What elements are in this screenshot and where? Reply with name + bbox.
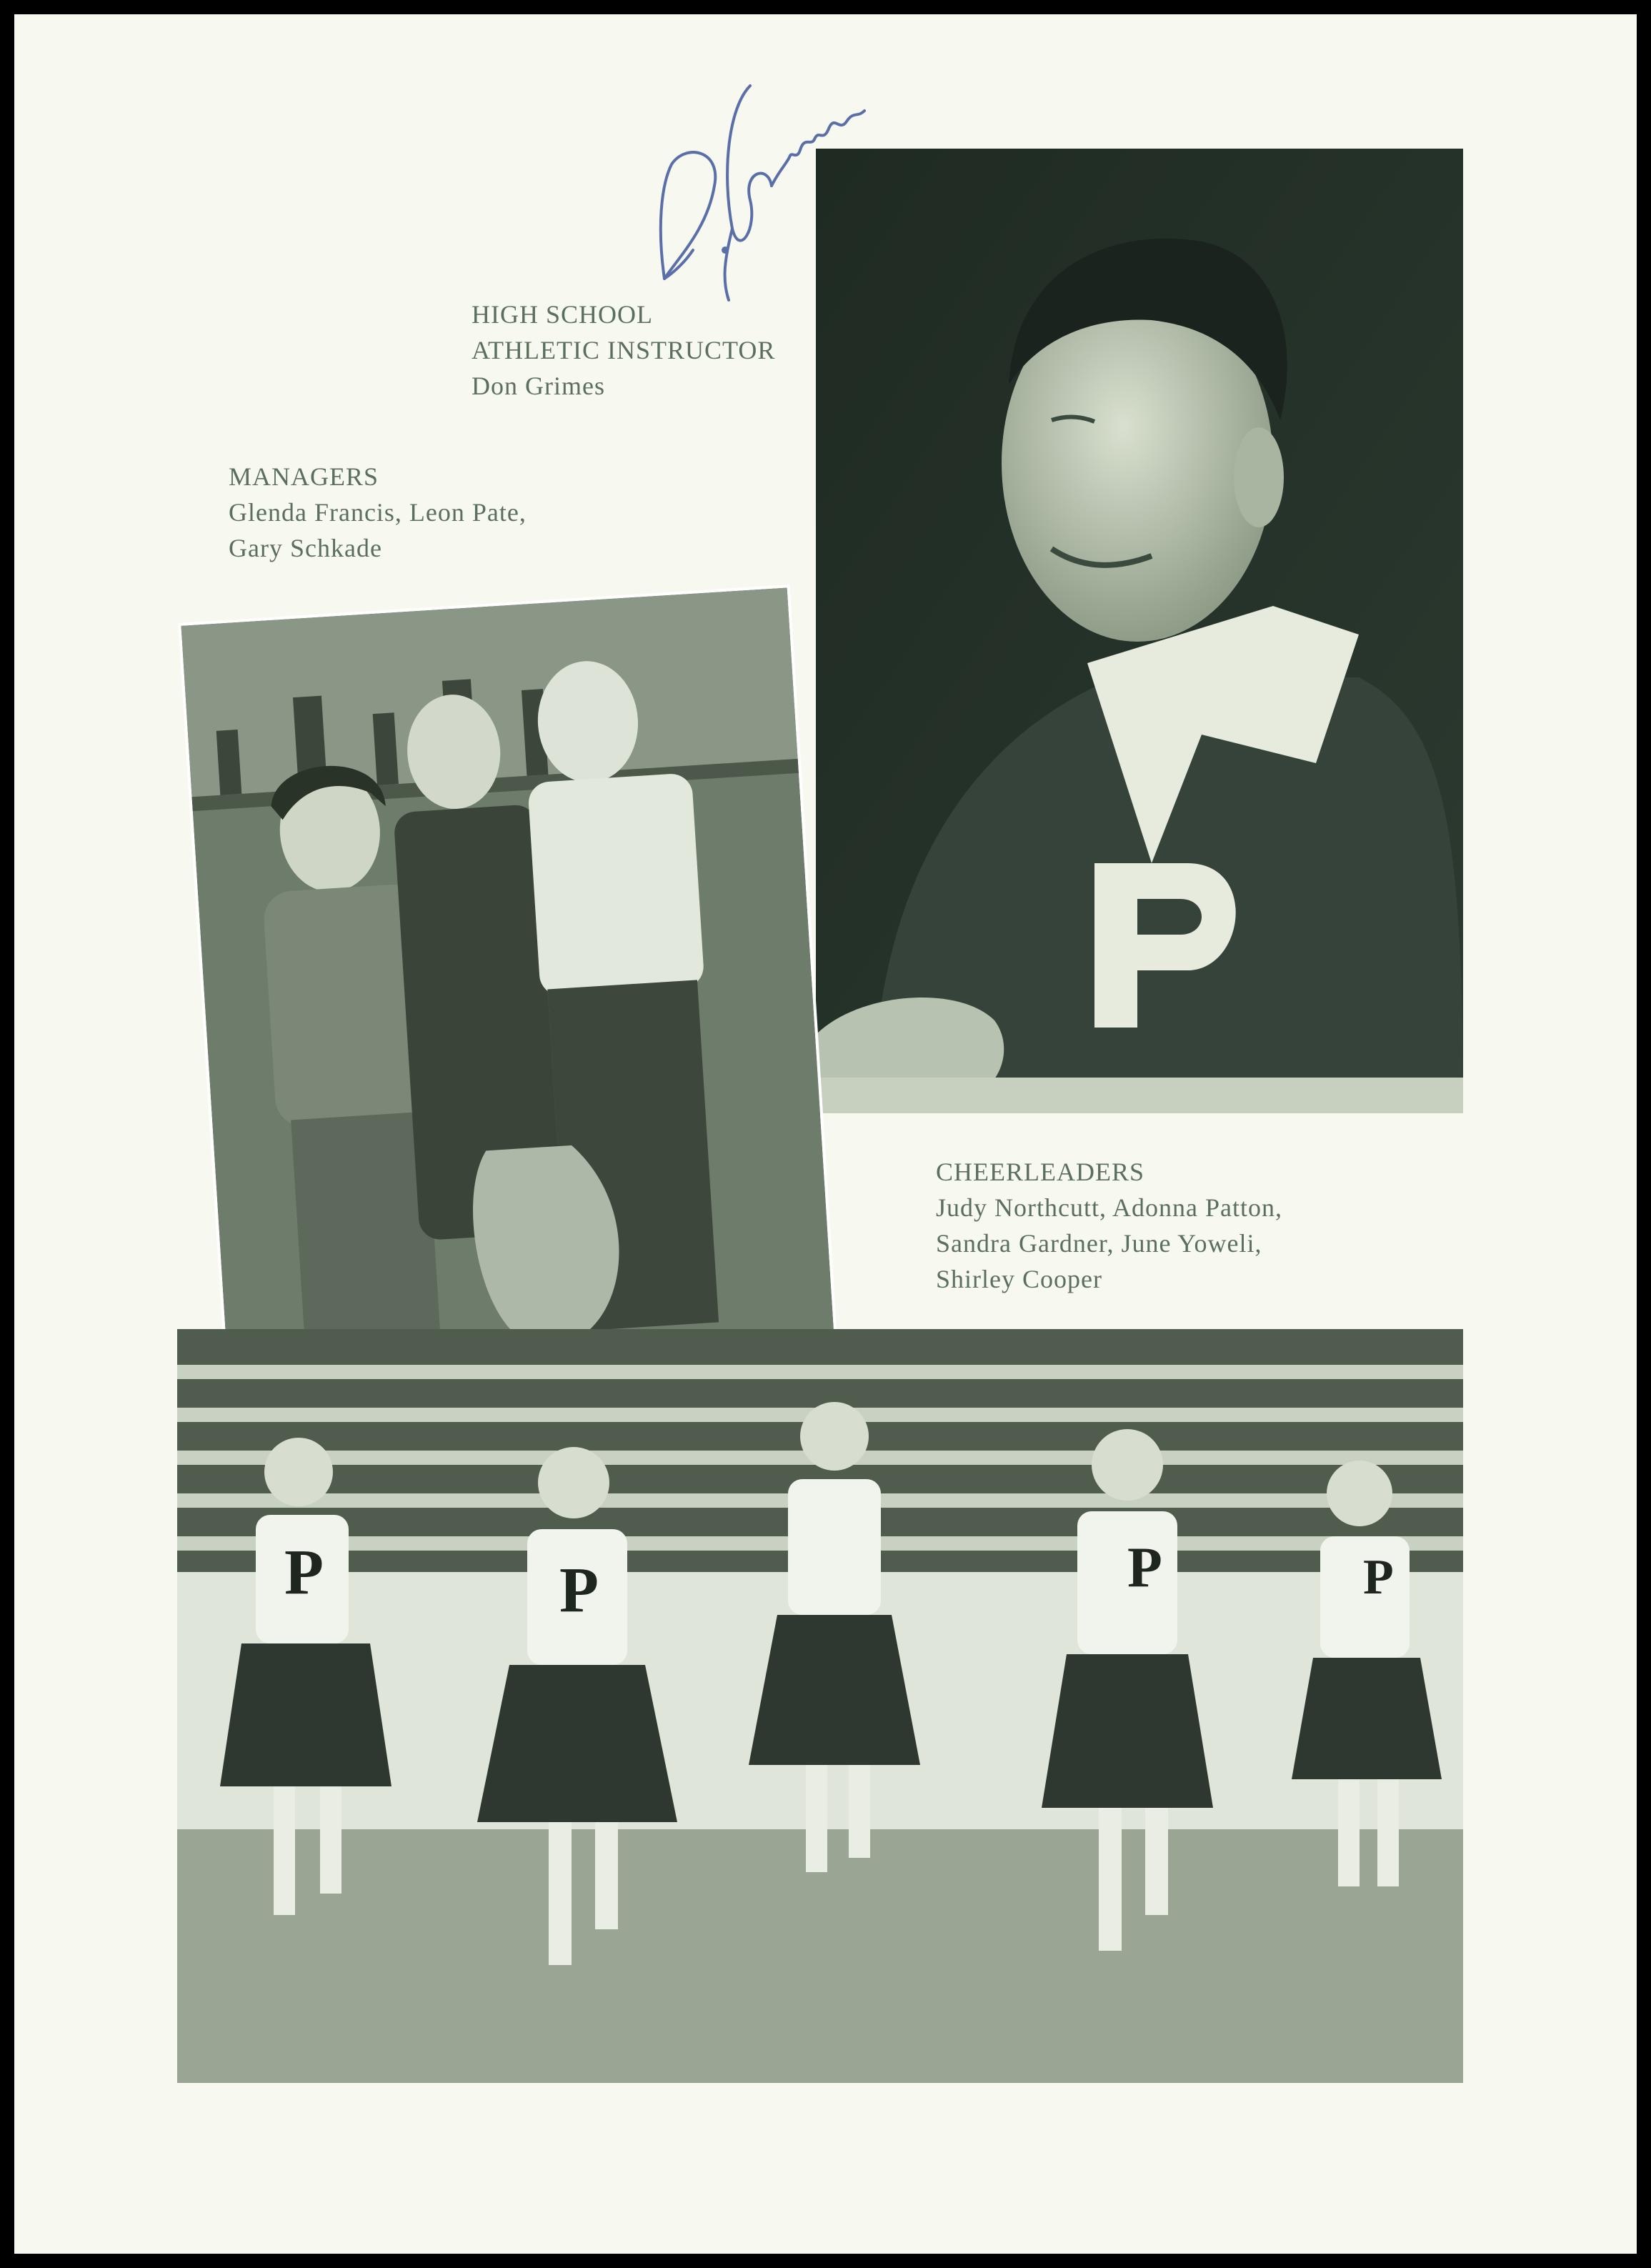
cheerleaders-names-line3: Shirley Cooper bbox=[936, 1265, 1102, 1293]
instructor-name: Don Grimes bbox=[472, 372, 605, 400]
cheerleaders-photo bbox=[177, 1329, 1463, 2083]
instructor-caption bbox=[472, 297, 775, 404]
coach-photo bbox=[816, 149, 1463, 1113]
yearbook-page bbox=[14, 14, 1637, 2254]
managers-names-line2: Gary Schkade bbox=[229, 534, 382, 562]
managers-photo bbox=[178, 585, 838, 1389]
cheerleaders-names-line1: Judy Northcutt, Adonna Patton, bbox=[936, 1193, 1282, 1222]
svg-text:P: P bbox=[1127, 1536, 1162, 1599]
managers-heading: MANAGERS bbox=[229, 462, 379, 491]
managers-names-line1: Glenda Francis, Leon Pate, bbox=[229, 498, 527, 527]
instructor-heading-line2: ATHLETIC INSTRUCTOR bbox=[472, 336, 776, 364]
cheerleaders-heading: CHEERLEADERS bbox=[936, 1158, 1145, 1186]
svg-text:P: P bbox=[1363, 1550, 1394, 1605]
cheerleaders-caption bbox=[936, 1154, 1282, 1297]
managers-caption bbox=[229, 459, 527, 566]
instructor-heading-line1: HIGH SCHOOL bbox=[472, 300, 653, 329]
svg-text:P: P bbox=[284, 1537, 324, 1608]
cheerleaders-names-line2: Sandra Gardner, June Yoweli, bbox=[936, 1229, 1262, 1258]
svg-text:P: P bbox=[559, 1555, 599, 1626]
